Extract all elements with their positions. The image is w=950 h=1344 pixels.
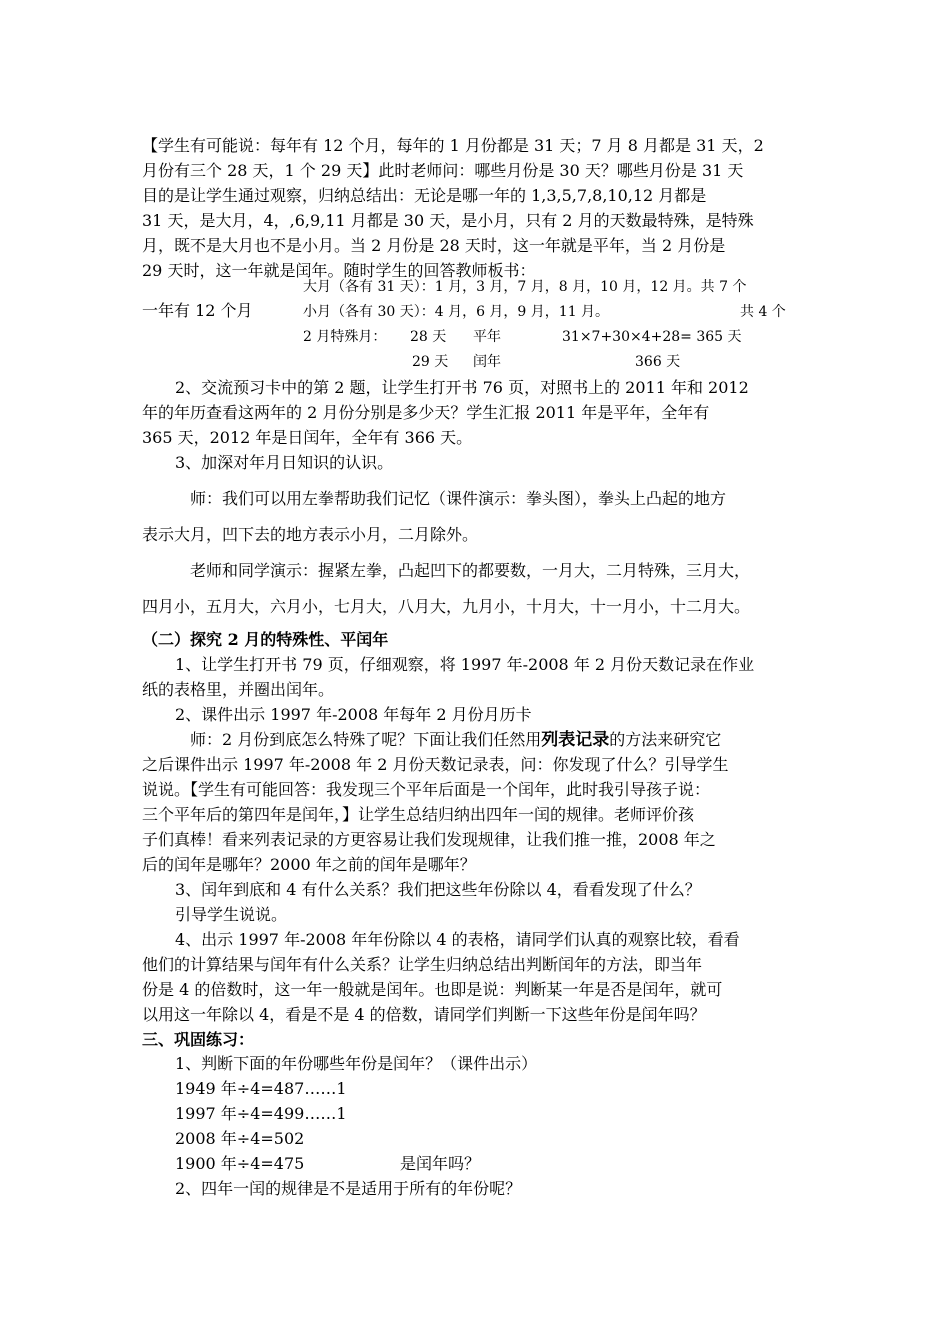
board-feb-label: 2 月特殊月： [303, 329, 387, 345]
section-heading: （二）探究 2 月的特殊性、平闰年 [142, 630, 389, 649]
paragraph-line: 以用这一年除以 4，看是不是 4 的倍数，请同学们判断一下这些年份是闰年吗？ [142, 1005, 706, 1024]
paragraph-line: 31 天，是大月，4，,6,9,11 月都是 30 天，是小月，只有 2 月的天数最特殊，是特殊 [142, 211, 754, 230]
paragraph-line: 四月小，五月大，六月小，七月大，八月大，九月小，十月大，十一月小，十二月大。 [142, 597, 751, 616]
paragraph-line: 份是 4 的倍数时，这一年一般就是闰年。也即是说：判断某一年是否是闰年，就可 [142, 980, 723, 999]
paragraph-line: 师：我们可以用左拳帮助我们记忆（课件演示：拳头图），拳头上凸起的地方 [190, 489, 727, 508]
paragraph-line: 三个平年后的第四年是闰年，】让学生总结归纳出四年一闰的规律。老师评价孩 [142, 805, 695, 824]
board-calc-leap: 366 天 [635, 354, 681, 370]
paragraph-line: 1、判断下面的年份哪些年份是闰年？（课件出示） [175, 1054, 538, 1073]
paragraph-line: 引导学生说说。 [175, 905, 288, 924]
paragraph-line: 365 天，2012 年是日闰年，全年有 366 天。 [142, 428, 473, 447]
paragraph-line: 月，既不是大月也不是小月。当 2 月份是 28 天时，这一年就是平年，当 2 月份是 [142, 236, 726, 255]
question-text: 是闰年吗？ [400, 1154, 481, 1173]
paragraph-line: 表示大月，凹下去的地方表示小月，二月除外。 [142, 525, 479, 544]
teacher-text: 的方法来研究它 [609, 730, 722, 749]
paragraph-line: 3、闰年到底和 4 有什么关系？我们把这些年份除以 4，看看发现了什么？ [175, 880, 701, 899]
board-small-month: 小月（各有 30 天）：4 月，6 月，9 月，11 月。 [303, 304, 610, 320]
board-small-count: 共 4 个 [740, 304, 786, 320]
paragraph-line: 4、出示 1997 年-2008 年年份除以 4 的表格，请同学们认真的观察比较，看看 [175, 930, 740, 949]
teacher-text: 师：2 月份到底怎么特殊了呢？下面让我们任然用 [190, 730, 542, 749]
paragraph-line: 2、四年一闰的规律是不是适用于所有的年份呢？ [175, 1179, 522, 1198]
calc-line: 1949 年÷4=487……1 [175, 1079, 347, 1098]
board-common-year: 平年 [473, 329, 501, 345]
paragraph-line: 2、课件出示 1997 年-2008 年每年 2 月份月历卡 [175, 705, 532, 724]
paragraph-line: 月份有三个 28 天，1 个 29 天】此时老师问：哪些月份是 30 天？哪些月份是 31 天 [142, 161, 744, 180]
calc-line: 2008 年÷4=502 [175, 1129, 305, 1148]
paragraph-line: 1、让学生打开书 79 页，仔细观察，将 1997 年-2008 年 2 月份天数记录在作业 [175, 655, 755, 674]
board-year-label: 一年有 12 个月 [142, 301, 253, 320]
paragraph-line: 说说。【学生有可能回答：我发现三个平年后面是一个闰年，此时我引导孩子说： [142, 780, 711, 799]
paragraph-line: 老师和同学演示：握紧左拳，凸起凹下的都要数，一月大，二月特殊，三月大， [190, 561, 751, 580]
calc-line: 1997 年÷4=499……1 [175, 1104, 347, 1123]
section-3: 3、加深对年月日知识的认识。 [175, 453, 394, 472]
paragraph-line: 2、交流预习卡中的第 2 题，让学生打开书 76 页，对照书上的 2011 年和 2012 [175, 378, 749, 397]
paragraph-line: 目的是让学生通过观察，归纳总结出：无论是哪一年的 1,3,5,7,8,10,12 月都是 [142, 186, 707, 205]
paragraph-line: 29 天时，这一年就是闰年。随时学生的回答教师板书： [142, 261, 536, 280]
paragraph-line: 纸的表格里，并圈出闰年。 [142, 680, 335, 699]
paragraph-line: 【学生有可能说：每年有 12 个月，每年的 1 月份都是 31 天；7 月 8 月都是 31 天，2 [142, 136, 764, 155]
paragraph-line: 他们的计算结果与闰年有什么关系？让学生归纳总结出判断闰年的方法，即当年 [142, 955, 703, 974]
paragraph-line: 之后课件出示 1997 年-2008 年 2 月份天数记录表，问：你发现了什么？引导学生 [142, 755, 729, 774]
board-feb-29: 29 天 [412, 354, 449, 370]
teacher-bold-term: 列表记录 [541, 730, 610, 750]
section-heading: 三、巩固练习： [142, 1030, 255, 1049]
calc-line: 1900 年÷4=475 [175, 1154, 305, 1173]
board-feb-28: 28 天 [410, 329, 447, 345]
paragraph-line: 年的年历查看这两年的 2 月份分别是多少天？学生汇报 2011 年是平年，全年有 [142, 403, 710, 422]
paragraph-line [190, 729, 721, 751]
paragraph-line: 子们真棒！看来列表记录的方更容易让我们发现规律，让我们推一推，2008 年之 [142, 830, 716, 849]
board-leap-year: 闰年 [473, 354, 501, 370]
board-big-month: 大月（各有 31 天）：1 月，3 月，7 月，8 月，10 月，12 月。共 7 个 [303, 279, 747, 295]
board-calc-common: 31×7+30×4+28= 365 天 [562, 329, 742, 345]
paragraph-line: 后的闰年是哪年？2000 年之前的闰年是哪年？ [142, 855, 476, 874]
